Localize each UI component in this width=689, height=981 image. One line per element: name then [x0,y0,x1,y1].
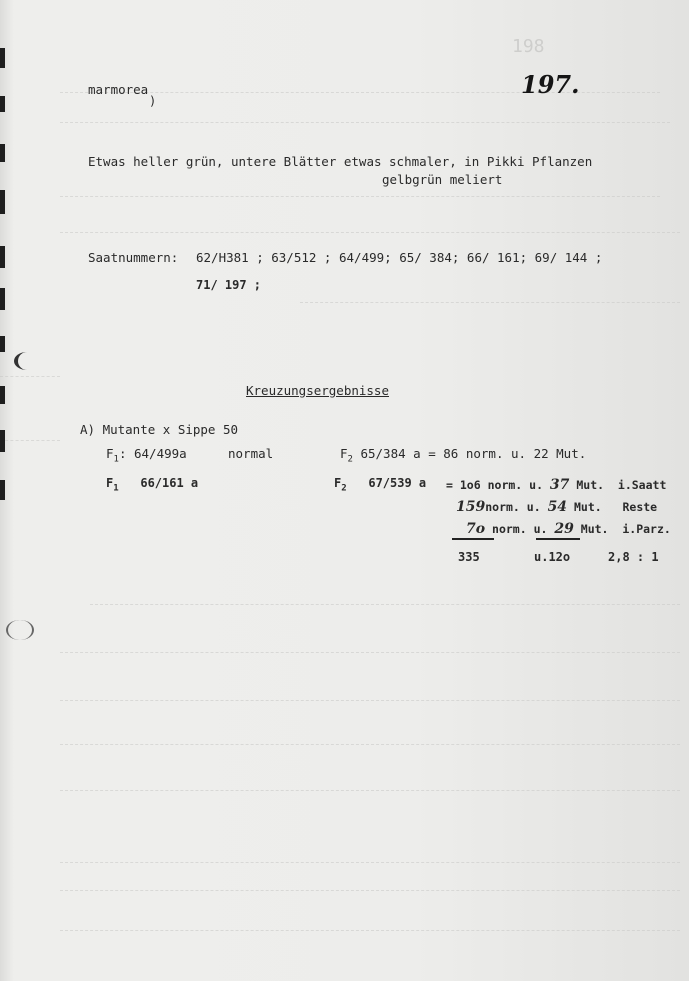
f2-first-result: 65/384 a = 86 norm. u. 22 Mut. [360,446,587,461]
f1-first-result: normal [228,446,274,461]
f2-second-seed: 67/539 a [368,476,427,490]
description-line-1: Etwas heller grün, untere Blätter etwas schmaler, in Pikki Pflanzen [88,154,593,169]
table-row: 7o norm. u. 29 Mut. i.Parz. [466,521,671,537]
table-row: = 1o6 norm. u. 37 Mut. i.Saatt [446,477,667,493]
binding-mark [0,288,5,310]
binding-mark [0,96,5,112]
seed-numbers-label: Saatnummern: [88,250,179,265]
faint-page-number: 198 [512,36,545,57]
title-bracket: ) [149,94,157,108]
total-normal: 335 [458,550,480,564]
f1-first-seed: : 64/499a [118,446,187,461]
cross-label: A) Mutante x Sippe 50 [80,422,239,437]
sum-rule [536,538,580,540]
title: marmorea [88,82,149,97]
f2-first-row: $F_2$ 65/384 a = 86 norm. u. 22 Mut. [340,446,587,465]
punch-hole-icon [6,620,34,640]
description-line-2: gelbgrün meliert [382,172,503,187]
binding-mark [0,48,5,68]
seed-numbers-line-1: 62/H381 ; 63/512 ; 64/499; 65/ 384; 66/ 161; 69/ 144 ; [196,250,603,265]
total-mutant: u.12o [534,550,571,564]
binding-mark [0,386,5,404]
f1-second-row: $F_1$ 66/161 a [106,476,199,494]
f2-second-row: $F_2$ 67/539 a [334,476,427,494]
binding-mark [0,190,5,214]
binding-mark [0,480,5,500]
binding-mark [0,144,5,162]
binding-mark [0,336,5,352]
seed-numbers-line-2: 71/ 197 ; [196,278,262,292]
sum-rule [452,538,494,540]
binding-mark [0,246,5,268]
table-row: 159norm. u. 54 Mut. Reste [456,499,658,515]
punch-hole-icon [14,352,40,370]
generation-label: F [334,476,342,490]
generation-label: F [106,446,114,461]
binding-mark [0,430,5,452]
f1-second-seed: 66/161 a [140,476,199,490]
page-number: 197. [521,70,580,99]
ratio: 2,8 : 1 [608,550,659,564]
generation-label: F [106,476,114,490]
generation-label: F [340,446,348,461]
f1-first-row: $F_1$: 64/499a [106,446,187,465]
section-heading: Kreuzungsergebnisse [246,383,389,398]
